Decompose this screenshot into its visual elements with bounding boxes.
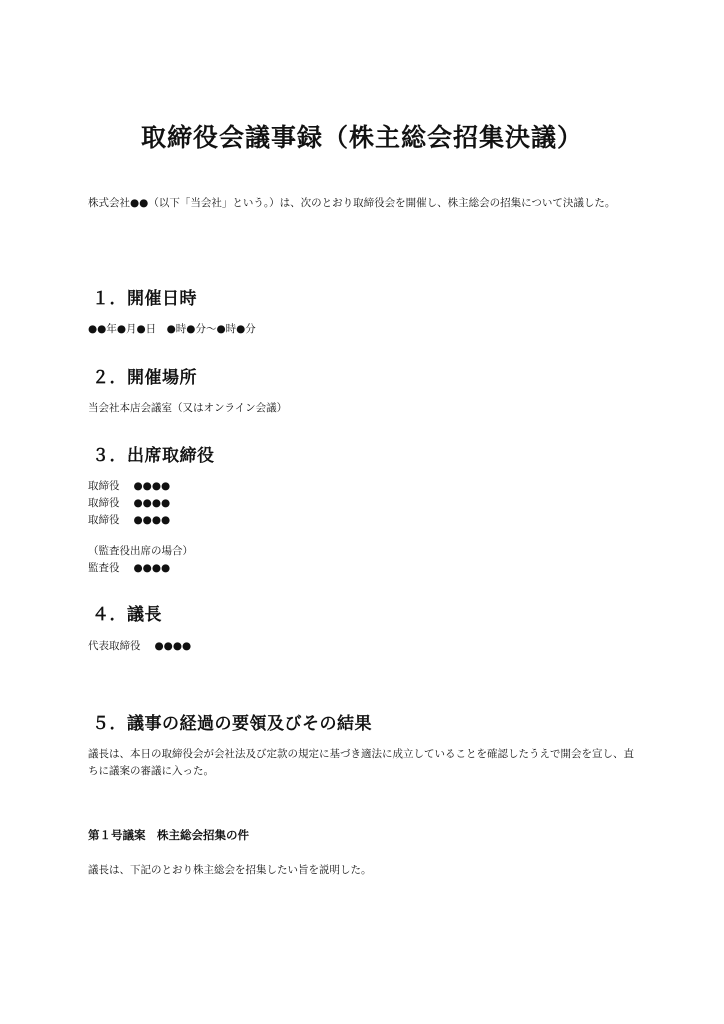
section-3-heading: ３．出席取締役 [92,446,215,466]
director-name: ●●●● [133,497,171,509]
proceedings-paragraph: 議長は、本日の取締役会が会社法及び定款の規定に基づき適法に成立していることを確認したうえで開会を宣し、直ちに議案の審議に入った。 [88,748,634,777]
auditor-note: （監査役出席の場合） [88,545,193,557]
director-row [88,478,170,495]
chair-name: ●●●● [154,640,192,652]
document-title: 取締役会議事録（株主総会招集決議） [140,123,583,152]
meeting-datetime: ●●年●月●日 ●時●分～●時●分 [88,323,256,335]
meeting-location: 当会社本店会議室（又はオンライン会議） [88,402,288,414]
agenda-1-body: 議長は、下記のとおり株主総会を招集したい旨を説明した。 [88,864,372,876]
director-row [88,495,170,512]
section-1-heading: １．開催日時 [92,289,197,309]
director-row [88,512,170,529]
auditor-row [88,560,170,577]
chair-row [88,638,191,655]
director-role: 取締役 [88,497,120,509]
chair-role: 代表取締役 [88,640,141,652]
intro-paragraph: 株式会社●●（以下「当会社」という。）は、次のとおり取締役会を開催し、株主総会の招集について決議した。 [88,197,616,209]
section-2-heading: ２．開催場所 [92,368,197,388]
section-4-heading: ４．議長 [92,605,162,625]
director-role: 取締役 [88,480,120,492]
auditor-role: 監査役 [88,562,120,574]
director-name: ●●●● [133,514,171,526]
auditor-name: ●●●● [133,562,171,574]
section-5-heading: ５．議事の経過の要領及びその結果 [92,714,372,734]
director-role: 取締役 [88,514,120,526]
director-name: ●●●● [133,480,171,492]
agenda-1-title: 第１号議案 株主総会招集の件 [88,828,249,842]
